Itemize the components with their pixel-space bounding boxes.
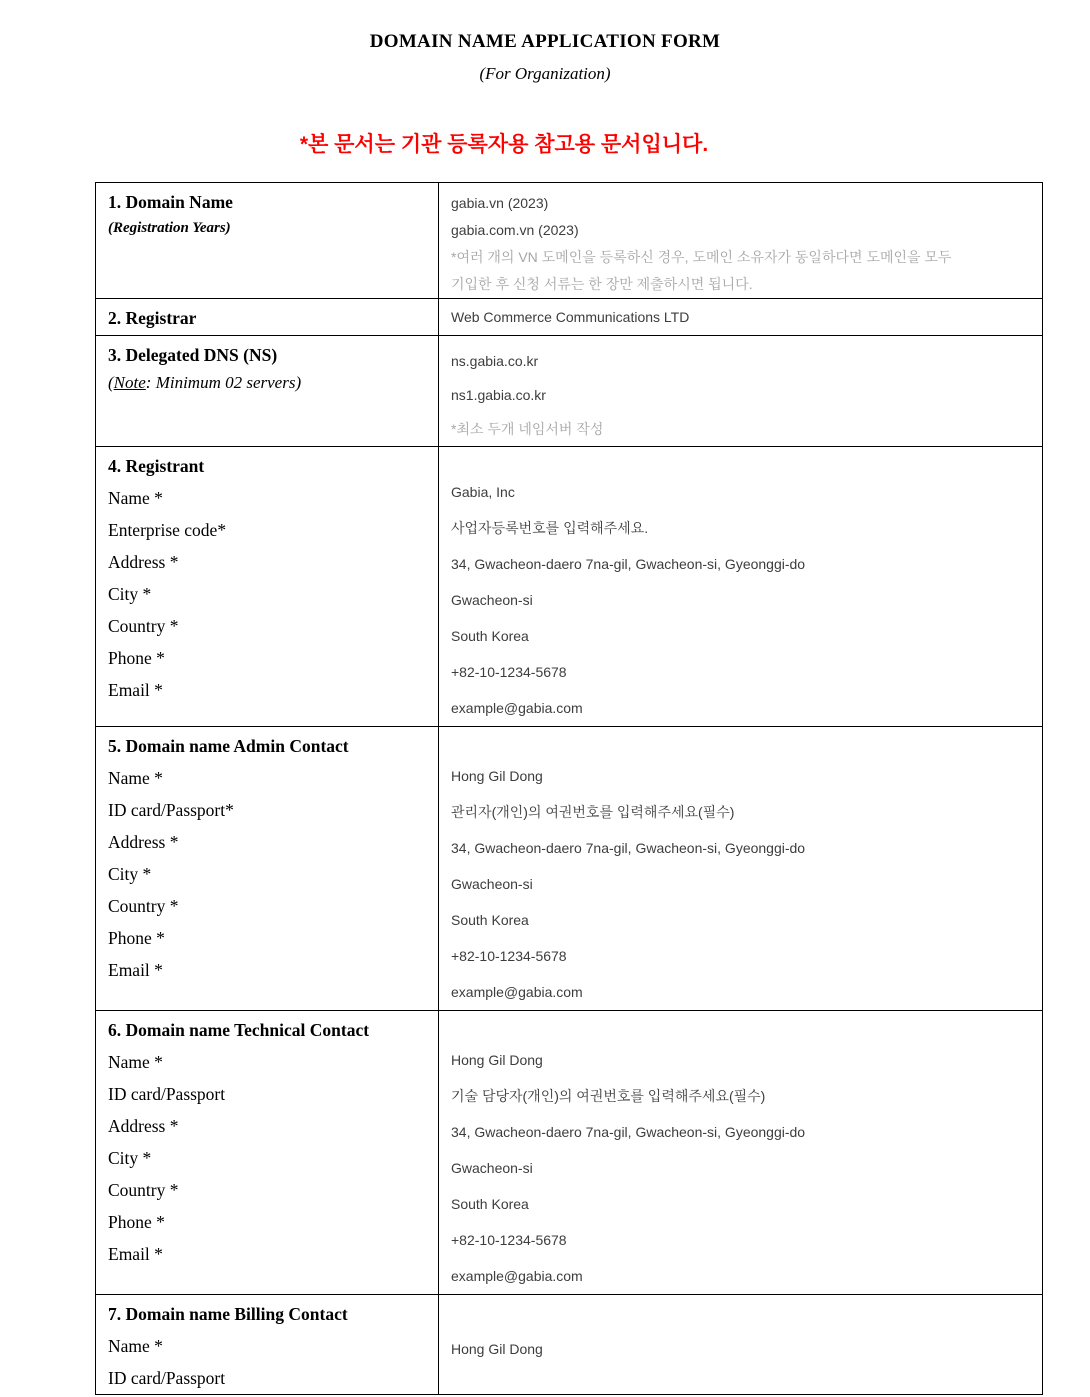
row-title-admin-contact: 5. Domain name Admin Contact — [108, 736, 349, 756]
field-label-phone: Phone * — [108, 648, 165, 668]
field-value-city: Gwacheon-si — [451, 592, 533, 608]
field-value-country: South Korea — [451, 1196, 529, 1212]
field-label-address: Address * — [108, 832, 179, 852]
field-value-passport-note: 관리자(개인)의 여권번호를 입력해주세요(필수) — [451, 804, 735, 820]
table-row-delegated-dns — [96, 336, 1043, 447]
field-value-address: 34, Gwacheon-daero 7na-gil, Gwacheon-si, Gyeonggi-do — [451, 1124, 806, 1140]
field-value-name: Hong Gil Dong — [451, 1052, 543, 1068]
row-title-delegated-dns: 3. Delegated DNS (NS) — [108, 345, 278, 365]
field-value-enterprise-code: 사업자등록번호를 입력해주세요. — [451, 520, 649, 536]
table-row-domain-name — [96, 183, 1043, 299]
domain-note-line: 기입한 후 신청 서류는 한 장만 제출하시면 됩니다. — [451, 276, 753, 292]
domain-name-value-cell — [439, 183, 1043, 299]
registrant-field-labels — [108, 482, 430, 706]
field-value-address: 34, Gwacheon-daero 7na-gil, Gwacheon-si, Gyeonggi-do — [451, 840, 806, 856]
billing-contact-field-labels — [108, 1330, 430, 1394]
field-label-country: Country * — [108, 896, 179, 916]
field-value-phone: +82-10-1234-5678 — [451, 1232, 567, 1248]
field-value-passport-note: 기술 담당자(개인)의 여권번호를 입력해주세요(필수) — [451, 1088, 766, 1104]
table-row-admin-contact — [96, 727, 1043, 1011]
registrar-value: Web Commerce Communications LTD — [451, 309, 690, 325]
dns-note-rest: : Minimum 02 servers) — [145, 373, 302, 392]
domain-value: gabia.vn (2023) — [451, 195, 549, 211]
dns-label-cell — [96, 336, 439, 447]
field-label-enterprise-code: Enterprise code* — [108, 520, 227, 540]
field-label-city: City * — [108, 1148, 152, 1168]
billing-contact-value-cell — [439, 1295, 1043, 1395]
table-row-technical-contact — [96, 1011, 1043, 1295]
field-label-email: Email * — [108, 960, 163, 980]
field-value-name: Gabia, Inc — [451, 484, 515, 500]
nameserver-value: ns.gabia.co.kr — [451, 353, 539, 369]
field-value-name: Hong Gil Dong — [451, 1341, 543, 1357]
row-title-registrar: 2. Registrar — [108, 308, 197, 328]
field-value-phone: +82-10-1234-5678 — [451, 948, 567, 964]
field-value-address: 34, Gwacheon-daero 7na-gil, Gwacheon-si, Gyeonggi-do — [451, 556, 806, 572]
field-label-phone: Phone * — [108, 1212, 165, 1232]
field-value-city: Gwacheon-si — [451, 876, 533, 892]
row-title-registrant: 4. Registrant — [108, 456, 205, 476]
domain-name-label-cell — [96, 183, 439, 299]
field-value-country: South Korea — [451, 912, 529, 928]
field-value-country: South Korea — [451, 628, 529, 644]
field-label-name: Name * — [108, 1052, 163, 1072]
registrar-value-cell — [439, 299, 1043, 336]
page-subtitle: (For Organization) — [479, 64, 611, 83]
admin-contact-field-labels — [108, 762, 430, 986]
field-label-name: Name * — [108, 488, 163, 508]
field-label-country: Country * — [108, 1180, 179, 1200]
dns-note-word: Note — [113, 373, 146, 392]
field-label-name: Name * — [108, 1336, 163, 1356]
row-subtitle-dns-note — [108, 373, 430, 393]
table-row-billing-contact — [96, 1295, 1043, 1395]
field-label-city: City * — [108, 584, 152, 604]
field-label-email: Email * — [108, 1244, 163, 1264]
technical-contact-field-labels — [108, 1046, 430, 1270]
row-title-domain-name: 1. Domain Name — [108, 192, 233, 212]
notice-row — [0, 128, 1008, 158]
dns-value-cell — [439, 336, 1043, 447]
field-label-id-card-passport: ID card/Passport — [108, 1368, 226, 1388]
field-label-phone: Phone * — [108, 928, 165, 948]
technical-contact-label-cell — [96, 1011, 439, 1295]
field-value-email: example@gabia.com — [451, 984, 583, 1000]
notice-text: *본 문서는 기관 등록자용 참고용 문서입니다. — [299, 133, 709, 156]
dns-note-open-paren: ( — [108, 373, 114, 392]
field-label-name: Name * — [108, 768, 163, 788]
field-value-city: Gwacheon-si — [451, 1160, 533, 1176]
billing-contact-label-cell — [96, 1295, 439, 1395]
dns-gray-note: *최소 두개 네임서버 작성 — [451, 421, 604, 437]
registrar-label-cell — [96, 299, 439, 336]
field-value-phone: +82-10-1234-5678 — [451, 664, 567, 680]
admin-contact-value-cell — [439, 727, 1043, 1011]
field-label-country: Country * — [108, 616, 179, 636]
registrant-label-cell — [96, 447, 439, 727]
table-row-registrar — [96, 299, 1043, 336]
application-form-table — [95, 182, 1043, 1395]
field-label-address: Address * — [108, 1116, 179, 1136]
admin-contact-label-cell — [96, 727, 439, 1011]
row-subtitle-registration-years: (Registration Years) — [108, 220, 231, 236]
row-title-billing-contact: 7. Domain name Billing Contact — [108, 1304, 348, 1324]
field-value-name: Hong Gil Dong — [451, 768, 543, 784]
page-title: DOMAIN NAME APPLICATION FORM — [369, 31, 721, 52]
domain-value: gabia.com.vn (2023) — [451, 222, 579, 238]
field-label-address: Address * — [108, 552, 179, 572]
field-label-email: Email * — [108, 680, 163, 700]
field-label-city: City * — [108, 864, 152, 884]
domain-note-line: *여러 개의 VN 도메인을 등록하신 경우, 도메인 소유자가 동일하다면 도메인을 모두 — [451, 249, 952, 265]
row-title-technical-contact: 6. Domain name Technical Contact — [108, 1020, 370, 1040]
technical-contact-value-cell — [439, 1011, 1043, 1295]
field-label-id-card-passport: ID card/Passport* — [108, 800, 234, 820]
field-label-id-card-passport: ID card/Passport — [108, 1084, 226, 1104]
table-row-registrant — [96, 447, 1043, 727]
field-value-email: example@gabia.com — [451, 1268, 583, 1284]
field-value-email: example@gabia.com — [451, 700, 583, 716]
registrant-value-cell — [439, 447, 1043, 727]
nameserver-value: ns1.gabia.co.kr — [451, 387, 546, 403]
